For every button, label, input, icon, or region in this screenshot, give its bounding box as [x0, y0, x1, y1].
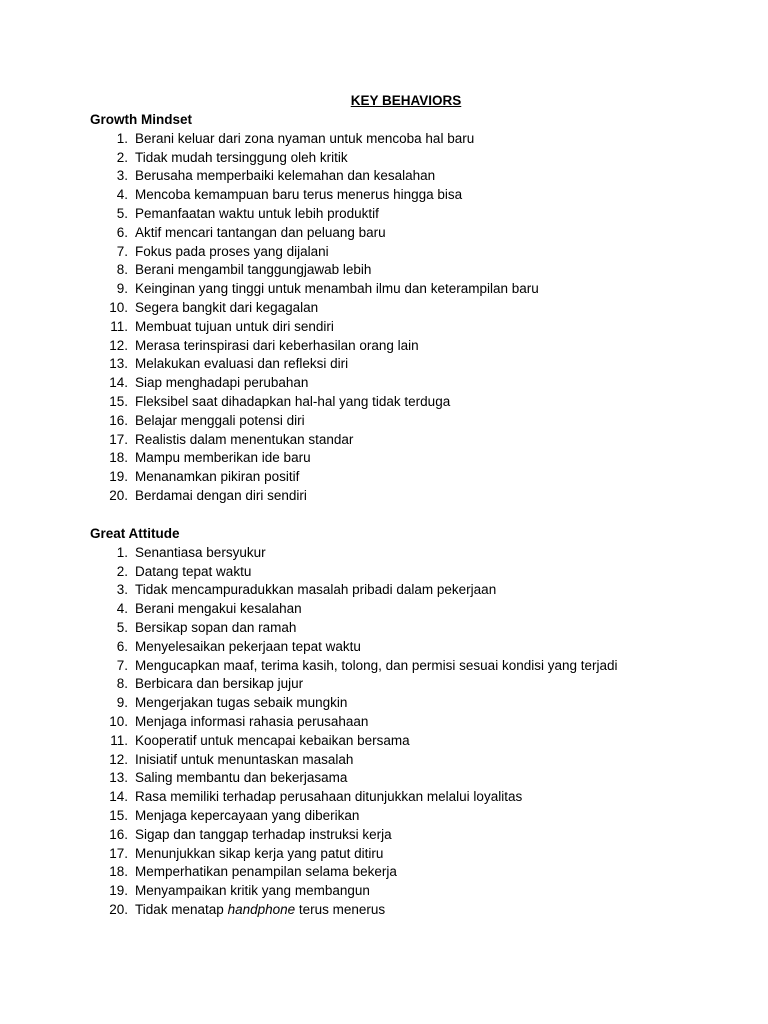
list-item: [90, 261, 730, 280]
list-item: [90, 431, 730, 450]
item-number: 4.: [116, 187, 128, 203]
item-text: Kooperatif untuk mencapai kebaikan bersama: [135, 732, 410, 748]
list-item: [90, 732, 730, 751]
item-number: 12.: [109, 751, 128, 767]
item-text: Realistis dalam menentukan standar: [135, 431, 354, 447]
item-text: Aktif mencari tantangan dan peluang baru: [135, 224, 386, 240]
item-text-before: Tidak menatap: [135, 901, 228, 917]
item-number: 5.: [116, 205, 128, 221]
numbered-list: [90, 130, 730, 506]
item-number: 2.: [116, 149, 128, 165]
list-item: [90, 863, 730, 882]
list-item: [90, 318, 730, 337]
list-item: [90, 393, 730, 412]
item-number: 20.: [109, 487, 128, 503]
item-text: Menjaga informasi rahasia perusahaan: [135, 713, 369, 729]
list-item: [90, 468, 730, 487]
item-number: 1.: [116, 544, 128, 560]
list-item: [90, 374, 730, 393]
item-text: Menunjukkan sikap kerja yang patut ditiru: [135, 845, 384, 861]
item-number: 19.: [109, 883, 128, 899]
item-text: Fokus pada proses yang dijalani: [135, 243, 329, 259]
numbered-list: [90, 544, 730, 920]
item-text: Berusaha memperbaiki kelemahan dan kesalahan: [135, 168, 436, 184]
item-number: 8.: [116, 262, 128, 278]
item-number: 2.: [116, 563, 128, 579]
item-text-after: terus menerus: [295, 901, 386, 917]
item-number: 14.: [109, 789, 128, 805]
list-item: [90, 675, 730, 694]
list-item: [90, 788, 730, 807]
item-text: Berbicara dan bersikap jujur: [135, 676, 304, 692]
list-item: [90, 299, 730, 318]
list-item: [90, 901, 730, 920]
item-text: Pemanfaatan waktu untuk lebih produktif: [135, 205, 379, 221]
item-number: 20.: [109, 901, 128, 917]
item-text: Berani keluar dari zona nyaman untuk mencoba hal baru: [135, 130, 475, 146]
item-number: 9.: [116, 281, 128, 297]
item-text: Merasa terinspirasi dari keberhasilan orang lain: [135, 337, 419, 353]
item-text: Berani mengakui kesalahan: [135, 601, 302, 617]
item-text: Berani mengambil tanggungjawab lebih: [135, 262, 372, 278]
list-item: [90, 638, 730, 657]
list-item: [90, 694, 730, 713]
item-number: 5.: [116, 619, 128, 635]
item-number: 13.: [109, 356, 128, 372]
section-heading: Growth Mindset: [90, 112, 192, 127]
list-item: [90, 769, 730, 788]
item-number: 10.: [109, 299, 128, 315]
item-text: Sigap dan tanggap terhadap instruksi kerja: [135, 826, 392, 842]
list-item: [90, 619, 730, 638]
item-text: Menyelesaikan pekerjaan tepat waktu: [135, 638, 361, 654]
item-number: 7.: [116, 243, 128, 259]
list-item: [90, 544, 730, 563]
item-number: 17.: [109, 431, 128, 447]
list-item: [90, 186, 730, 205]
item-number: 14.: [109, 375, 128, 391]
item-text: Menjaga kepercayaan yang diberikan: [135, 807, 360, 823]
section-growth-mindset: [90, 111, 730, 506]
item-text: Belajar menggali potensi diri: [135, 412, 305, 428]
item-text: Datang tepat waktu: [135, 563, 252, 579]
list-item: [90, 280, 730, 299]
list-item: [90, 563, 730, 582]
list-item: [90, 243, 730, 262]
item-text: Membuat tujuan untuk diri sendiri: [135, 318, 334, 334]
list-item: [90, 751, 730, 770]
item-text: Mengerjakan tugas sebaik mungkin: [135, 695, 348, 711]
item-number: 3.: [116, 168, 128, 184]
list-item: [90, 167, 730, 186]
list-item: [90, 807, 730, 826]
item-number: 1.: [116, 130, 128, 146]
item-text: Keinginan yang tinggi untuk menambah ilmu dan keterampilan baru: [135, 281, 539, 297]
item-text: Inisiatif untuk menuntaskan masalah: [135, 751, 354, 767]
item-text: Segera bangkit dari kegagalan: [135, 299, 319, 315]
item-text: Saling membantu dan bekerjasama: [135, 770, 348, 786]
item-text: Melakukan evaluasi dan refleksi diri: [135, 356, 349, 372]
item-number: 10.: [109, 713, 128, 729]
list-item: [90, 657, 730, 676]
item-number: 15.: [109, 393, 128, 409]
item-text: Menyampaikan kritik yang membangun: [135, 883, 370, 899]
item-number: 12.: [109, 337, 128, 353]
list-item: [90, 149, 730, 168]
list-item: [90, 130, 730, 149]
list-item: [90, 845, 730, 864]
item-text: Senantiasa bersyukur: [135, 544, 266, 560]
item-number: 18.: [109, 450, 128, 466]
item-number: 8.: [116, 676, 128, 692]
list-item: [90, 412, 730, 431]
item-number: 9.: [116, 695, 128, 711]
item-number: 18.: [109, 864, 128, 880]
item-number: 17.: [109, 845, 128, 861]
item-text: [135, 901, 385, 920]
item-text: Bersikap sopan dan ramah: [135, 619, 297, 635]
item-number: 6.: [116, 638, 128, 654]
item-text: Berdamai dengan diri sendiri: [135, 487, 307, 503]
item-text: Menanamkan pikiran positif: [135, 469, 300, 485]
list-item: [90, 487, 730, 506]
item-number: 6.: [116, 224, 128, 240]
item-number: 15.: [109, 807, 128, 823]
item-number: 13.: [109, 770, 128, 786]
list-item: [90, 355, 730, 374]
list-item: [90, 713, 730, 732]
item-number: 4.: [116, 601, 128, 617]
list-item: [90, 882, 730, 901]
list-item: [90, 600, 730, 619]
list-item: [90, 224, 730, 243]
item-text: Tidak mencampuradukkan masalah pribadi dalam pekerjaan: [135, 582, 497, 598]
item-text: Mengucapkan maaf, terima kasih, tolong, dan permisi sesuai kondisi yang terjadi: [135, 657, 618, 673]
document-title: KEY BEHAVIORS: [350, 93, 462, 108]
item-text: Mencoba kemampuan baru terus menerus hingga bisa: [135, 187, 463, 203]
section-great-attitude: [90, 525, 730, 920]
item-number: 3.: [116, 582, 128, 598]
item-number: 16.: [109, 412, 128, 428]
list-item: [90, 826, 730, 845]
item-text: Tidak mudah tersinggung oleh kritik: [135, 149, 348, 165]
item-text-emphasis: handphone: [227, 901, 296, 917]
item-text: Memperhatikan penampilan selama bekerja: [135, 864, 397, 880]
item-text: Rasa memiliki terhadap perusahaan ditunjukkan melalui loyalitas: [135, 789, 523, 805]
list-item: [90, 205, 730, 224]
item-number: 16.: [109, 826, 128, 842]
item-text: Siap menghadapi perubahan: [135, 375, 309, 391]
list-item: [90, 337, 730, 356]
list-item: [90, 449, 730, 468]
section-heading: Great Attitude: [90, 526, 180, 541]
item-number: 11.: [110, 318, 128, 334]
item-number: 7.: [116, 657, 128, 673]
list-item: [90, 581, 730, 600]
item-text: Fleksibel saat dihadapkan hal-hal yang tidak terduga: [135, 393, 451, 409]
item-number: 19.: [109, 469, 128, 485]
item-number: 11.: [110, 732, 128, 748]
item-text: Mampu memberikan ide baru: [135, 450, 311, 466]
